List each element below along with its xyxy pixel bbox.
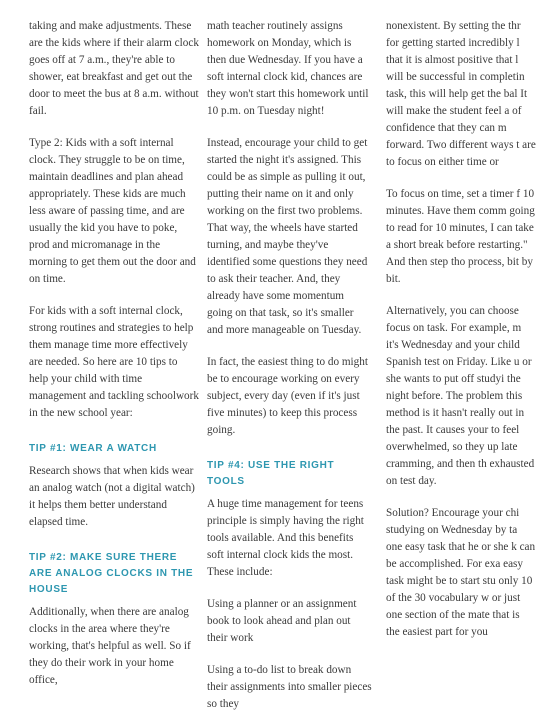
paragraph: Solution? Encourage your chi studying on Wednesday by ta one easy task that he or she k can be accomplished. For exa easy task might be to start stu only 10 of the 30 vocabulary w or just one section of the mate that is the easiest part for you xyxy=(386,507,536,638)
paragraph: Using a planner or an assignment book to look ahead and plan out their work xyxy=(207,598,357,644)
tip-heading: TIP #1: WEAR A WATCH xyxy=(29,443,157,454)
paragraph: For kids with a soft internal clock, strong routines and strategies to help them manage time more effectively are needed. So here are 10 tips to help your child with time management and tackling schoolwork in the new school year: xyxy=(29,305,199,419)
article-column-1 xyxy=(29,18,199,704)
tip-heading: TIP #4: USE THE RIGHT TOOLS xyxy=(207,460,335,487)
paragraph: A huge time management for teens principle is simply having the right tools available. And this benefits soft internal clock kids the most. These include: xyxy=(207,498,364,578)
paragraph: math teacher routinely assigns homework on Monday, which is then due Wednesday. If you have a soft internal clock kid, chances are they won't start this homework until 10 p.m. on Tuesday night! xyxy=(207,20,369,117)
paragraph: To focus on time, set a timer f 10 minutes. Have them comm going to read for 10 minutes, I can take a short break before restarting." And then step tho process, bit by bit. xyxy=(386,188,535,285)
paragraph: nonexistent. By setting the thr for getting started incredibly l that it is almost positive that l will be successful in completin task, this will help get the bal It will make the student feel a of confidence that they can m forward. Two different ways t are to focus on either time or xyxy=(386,20,536,168)
article-column-2 xyxy=(207,18,372,728)
paragraph: Type 2: Kids with a soft internal clock. They struggle to be on time, maintain deadlines and plan ahead appropriately. These kids are much less aware of passing time, and are usually the kid you have to poke, prod and micromanage in the morning to get them out the door and on time. xyxy=(29,137,196,285)
paragraph: taking and make adjustments. These are the kids where if their alarm clock goes off at 7 a.m., they're able to shower, eat breakfast and get out the door to meet the bus at 8 a.m. without fail. xyxy=(29,20,199,117)
paragraph: Additionally, when there are analog clocks in the area where they're working, that's helpful as well. So if they do their work in your home office, xyxy=(29,606,191,686)
tip-heading: TIP #2: MAKE SURE THERE ARE ANALOG CLOCKS IN THE HOUSE xyxy=(29,552,194,595)
paragraph: Using a to-do list to break down their assignments into smaller pieces so they xyxy=(207,664,372,710)
paragraph: Instead, encourage your child to get started the night it's assigned. This could be as simple as pulling it out, putting their name on it and only working on the first two problems. That way, the wheels have started turning, and maybe they've identified some questions they need to ask their teacher. And, they already have some momentum going on that task, so it's smaller and more manageable on Tuesday. xyxy=(207,137,368,336)
paragraph: In fact, the easiest thing to do might be to encourage working on every subject, every day (even if it's just five minutes) to keep this process going. xyxy=(207,356,368,436)
paragraph: Alternatively, you can choose focus on task. For example, m it's Wednesday and your child Spanish test on Friday. Like u or she wants to put off studyi the night before. The problem this method is it hasn't really out in the past. It causes your to feel overwhelmed, so they up late cramming, and then th exhausted on test day. xyxy=(386,305,535,487)
paragraph: Research shows that when kids wear an analog watch (not a digital watch) it helps them better understand elapsed time. xyxy=(29,465,195,528)
article-column-3 xyxy=(386,18,536,656)
